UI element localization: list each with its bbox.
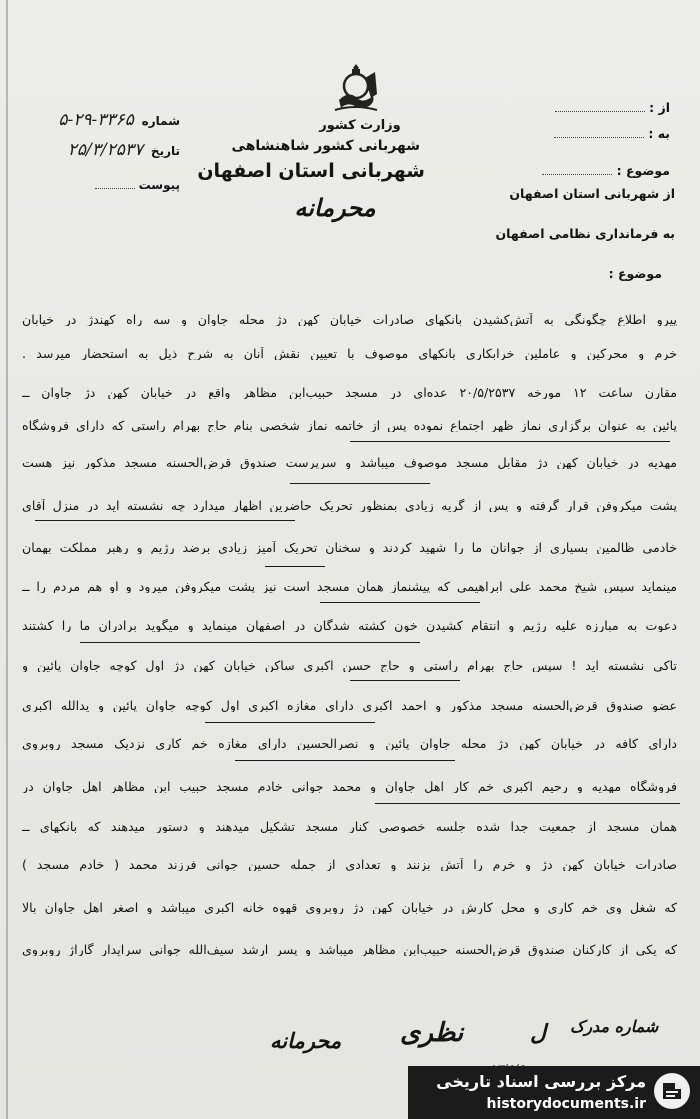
underline-6 <box>80 642 420 643</box>
body-line-5: مهدیه در خیابان کهن دژ مقابل مسجد موصوف میباشد و سرپرست صندوق قرض‌الحسنه مسجد مذکور نیز هست <box>22 456 677 469</box>
meta-number <box>58 110 180 130</box>
subject-line <box>542 163 670 178</box>
file-number-label: شماره مدرک <box>570 1017 659 1036</box>
lion-and-sun-emblem <box>325 60 387 118</box>
body-line-10: تاکی نشسته اید ! سپس حاج بهرام راستی و حاج حسن اکبری ساکن خیابان کهن دژ اول کوچه جاوان پائین و <box>22 659 677 672</box>
body-line-3: مقارن ساعت ۱۲ مورخه ۲۰/۵/۲۵۳۷ عده‌ای در مسجد حبیب‌ابن مظاهر واقع در خیابان کهن دژ جاوان ــ <box>22 386 677 399</box>
number-label: شماره <box>141 114 180 128</box>
attachment-label: پیوست <box>138 178 180 192</box>
body-line-13: فروشگاه مهدیه و رحیم اکبری خم کار اهل جاوان و محمد جوانی خادم مسجد حبیب ابن مظاهر اهل جاوان در <box>22 780 677 793</box>
body-line-17: که یکی از کارکنان صندوق قرض‌الحسنه حبیب‌ابن مظاهر میباشد و پسر ارشد سیف‌الله جوانی سرایدار گاراژ روبروی <box>22 943 677 956</box>
underline-1 <box>470 441 670 442</box>
body-line-1: پیرو اطلاع چگونگی به آتش‌کشیدن بانکهای صادرات خیابان کهن دژ محله جاوان و سه راه کهندژ در خیابان <box>22 313 677 326</box>
province-police-name: شهربانی استان اصفهان <box>197 160 425 182</box>
signature: نظری <box>400 1018 464 1048</box>
attachment-dots <box>95 188 135 189</box>
date-value: ۲۵/۳/۲۵۳۷ <box>67 140 144 160</box>
underline-1b <box>350 441 470 442</box>
body-line-15: صادرات خیابان کهن دژ و خرم را آتش بزنند و تعدادی از جمله حسین جوانی فرزند محمد ( خادم مسجد ) <box>22 858 677 871</box>
to-line <box>554 126 670 141</box>
underline-11 <box>520 803 680 804</box>
department-name: شهربانی کشور شاهنشاهی <box>231 138 420 154</box>
ministry-name: وزارت کشور <box>319 118 401 133</box>
body-line-16: که شغل وی خم کاری و محل کارش در خیابان کهن دژ روبروی قهوه خانه اکبری میباشد و اصغر اهل جاوان بالا <box>22 901 677 914</box>
underline-3 <box>35 520 295 521</box>
underline-10 <box>375 803 525 804</box>
underline-4 <box>265 566 325 567</box>
body-line-8: مینماید سپس شیخ محمد علی ابراهیمی که پیشنماز همان مسجد است نیز پشت میکروفن میرود و او هم مردم را ــ <box>22 580 677 593</box>
body-line-2: خرم و محرکین و عاملین خرابکاری بانکهای موصوف با تعیین نقش آنان به شرح ذیل به استحضار میرسد . <box>22 347 677 360</box>
body-line-4: پائین به عنوان برگزاری نماز ظهر اجتماع نموده پس از خاتمه نماز شخصی بنام حاج بهرام راستی که دارای فروشگاه <box>22 419 677 432</box>
subject-label: موضوع : <box>616 163 670 178</box>
body-line-7: خادمی ظالمین بسیاری از جوانان ما را شهید کردند و سخنان تحریک آمیز زیادی برضد رژیم و رهبر مملکت بهمان <box>22 541 677 554</box>
number-value: ۳۳۶۵-۲۹-۵ <box>58 110 134 130</box>
archive-logo-icon <box>654 1073 690 1109</box>
watermark-title: مرکز بررسی اسناد تاریخی <box>436 1072 646 1091</box>
body-line-12: دارای کافه در خیابان کهن دژ محله جاوان پائین و نصرالحسین دارای مغازه خم کاری نزدیک مسجد روبروی <box>22 737 677 750</box>
meta-date <box>68 140 180 160</box>
from-text: از شهربانی استان اصفهان <box>509 186 675 201</box>
body-line-11: عضو صندوق قرض‌الحسنه مسجد مذکور و احمد اکبری دارای مغازه اکبری اول کوچه جاوان پائین و یدالله اکبری <box>22 699 677 712</box>
classification-stamp: محرمانه <box>270 1028 342 1053</box>
watermark-url: historydocuments.ir <box>486 1096 646 1112</box>
date-label: تاریخ <box>150 144 180 158</box>
underline-9 <box>235 760 455 761</box>
underline-7 <box>350 680 460 681</box>
underline-8 <box>205 722 375 723</box>
subject2-label: موضوع : <box>608 266 662 281</box>
from-label: از : <box>649 100 670 115</box>
watermark-banner <box>408 1066 700 1119</box>
body-line-14: همان مسجد از جمعیت جدا شده جلسه خصوصی کنار مسجد تشکیل میدهند و دستور میدهند که بانکهای ــ <box>22 820 677 833</box>
to-label: به : <box>648 126 670 141</box>
to-text: به فرمانداری نظامی اصفهان <box>495 226 675 241</box>
underline-2 <box>290 483 430 484</box>
body-line-6: پشت میکروفن قرار گرفته و پس از گریه زیادی بمنظور تحریک حاضرین اظهار میدارد چه نشسته اید در منزل آقای <box>22 499 677 512</box>
classification-mark: محرمانه <box>294 193 376 222</box>
signature-initial: ل <box>530 1020 546 1046</box>
underline-5 <box>320 602 480 603</box>
margin-line <box>6 0 8 1119</box>
body-line-9: دعوت به مبارزه علیه رژیم و انتقام کشیدن خون کشته شدگان در اصفهان مینماید و میگوید برادران ما را کشتند <box>22 619 677 632</box>
meta-attachment <box>95 178 180 192</box>
from-line <box>555 100 670 115</box>
